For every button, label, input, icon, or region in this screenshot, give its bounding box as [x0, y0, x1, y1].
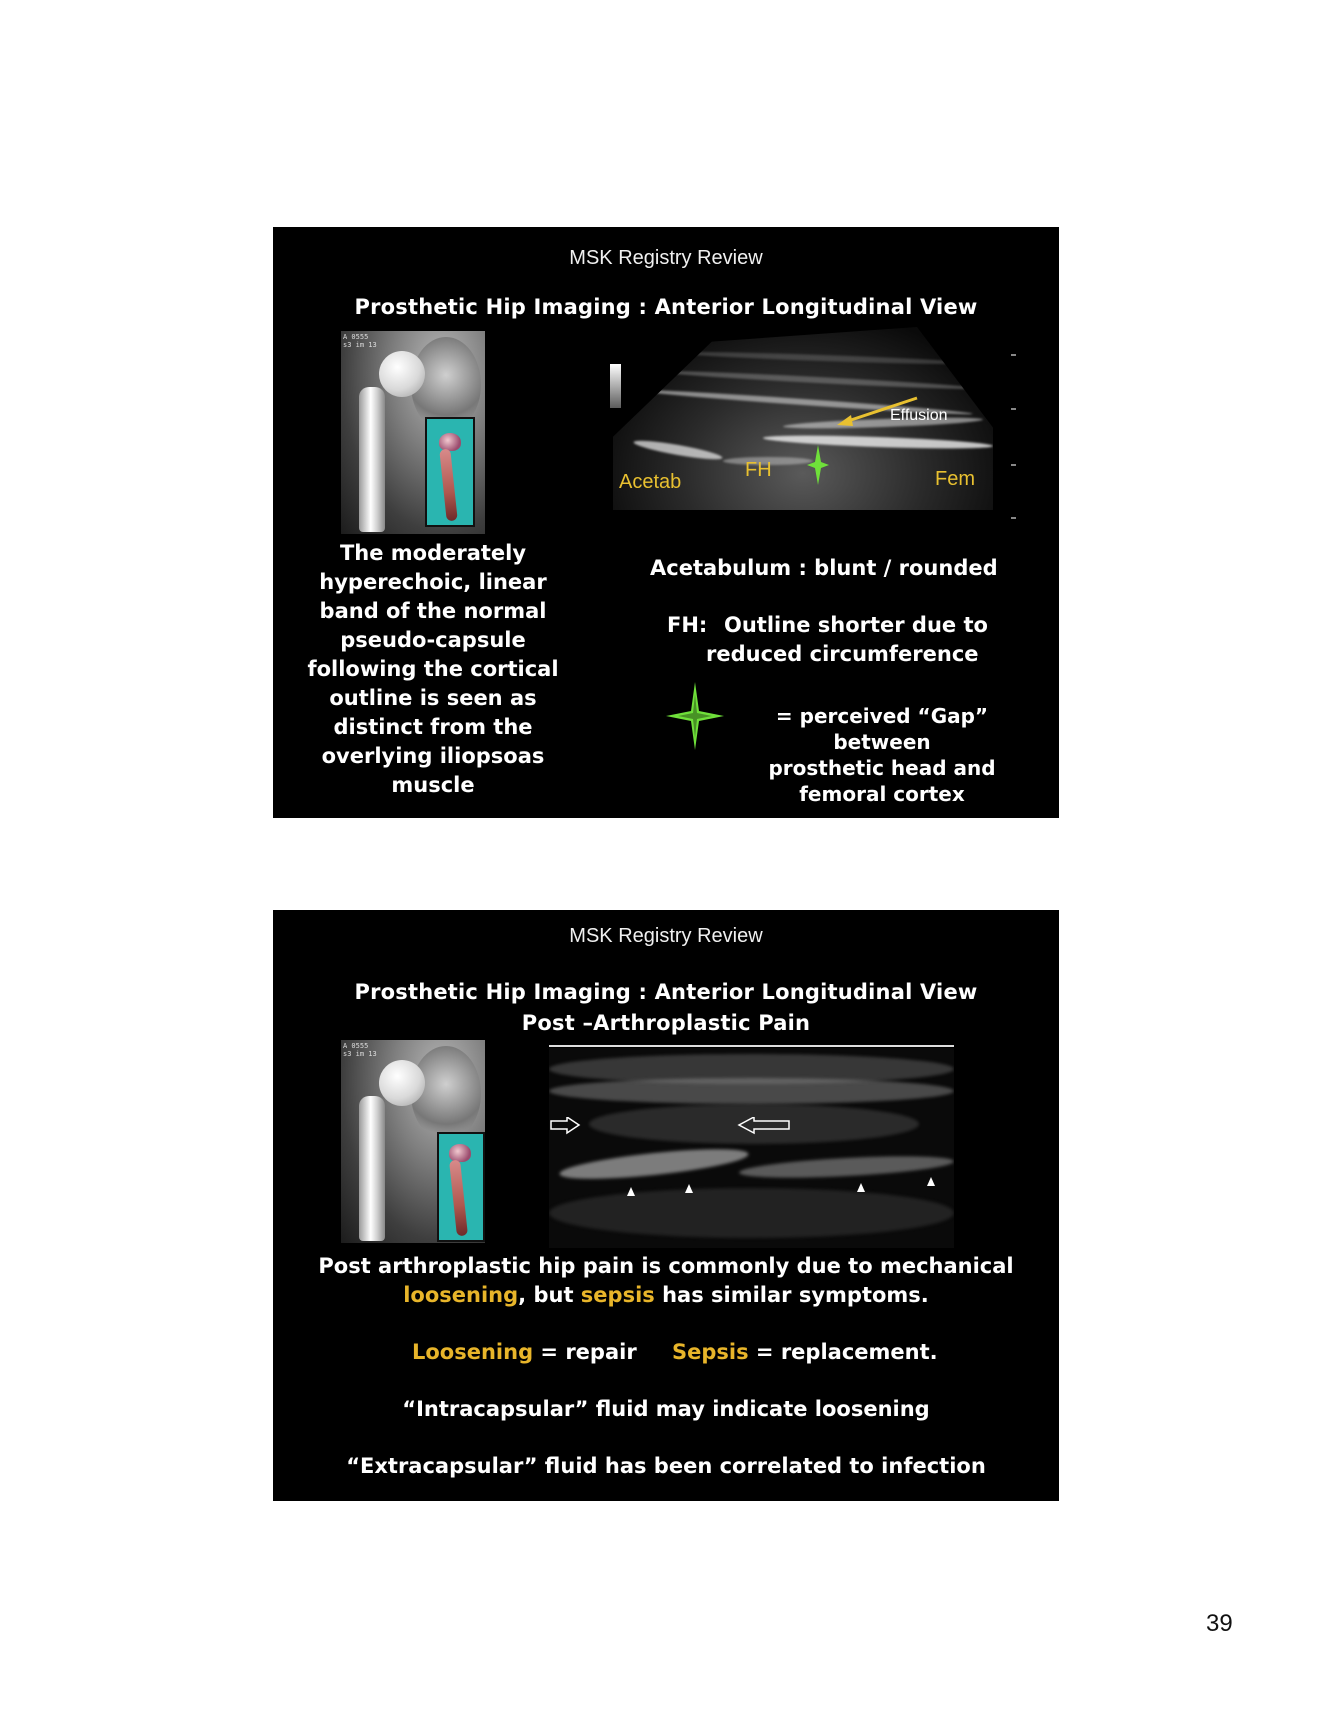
slide-title: Prosthetic Hip Imaging : Anterior Longitudinal View	[354, 980, 978, 1004]
fem-label: Fem	[935, 468, 975, 490]
prosthesis-inset-image	[425, 417, 475, 527]
xray-image: A 0555 s3 im 13	[341, 1040, 485, 1243]
slide-header: MSK Registry Review	[569, 247, 763, 269]
effusion-label: Effusion	[890, 407, 948, 424]
slide-title: Prosthetic Hip Imaging : Anterior Longitudinal View	[354, 295, 978, 319]
slide-1	[273, 227, 1059, 818]
gap-definition: = perceived “Gap” between prosthetic head and femoral cortex	[768, 704, 996, 806]
slide-2	[273, 910, 1059, 1501]
fh-note-label: FH:	[667, 613, 708, 637]
fh-note-line1: Outline shorter due to	[724, 613, 988, 637]
intracapsular-note: “Intracapsular” fluid may indicate loosening	[402, 1397, 930, 1421]
cortex-arrowhead-icon	[857, 1183, 865, 1192]
fh-note-line2: reduced circumference	[706, 642, 979, 666]
capsule-arrow-icon	[739, 1117, 789, 1133]
slide-header: MSK Registry Review	[569, 925, 763, 947]
sepsis-treatment: Sepsis = replacement.	[672, 1340, 938, 1364]
grayscale-bar	[610, 364, 621, 408]
extracapsular-note: “Extracapsular” fluid has been correlated to infection	[346, 1454, 986, 1478]
capsule-arrow-icon	[551, 1117, 579, 1133]
page-number: 39	[1206, 1610, 1233, 1637]
gap-marker-icon	[807, 445, 829, 485]
cortex-arrowhead-icon	[627, 1187, 635, 1196]
slide-subtitle: Post –Arthroplastic Pain	[521, 1011, 811, 1035]
pain-cause-text: Post arthroplastic hip pain is commonly due to mechanical loosening, but sepsis has similar symptoms.	[318, 1254, 1014, 1307]
prosthesis-inset-image	[437, 1132, 485, 1242]
acetab-label: Acetab	[619, 471, 682, 493]
fh-label: FH	[745, 459, 772, 481]
cortex-arrowhead-icon	[927, 1177, 935, 1186]
pseudo-capsule-description: The moderately hyperechoic, linear band of the normal pseudo-capsule following the cortical outline is seen as distinct from the overlying iliopsoas muscle	[307, 541, 559, 797]
image-border-line	[549, 1045, 954, 1047]
cortex-arrowhead-icon	[685, 1184, 693, 1193]
xray-image: A 0555 s3 im 13	[341, 331, 485, 534]
loosening-treatment: Loosening = repair	[412, 1340, 637, 1364]
acetabulum-note: Acetabulum : blunt / rounded	[650, 556, 998, 580]
gap-legend-icon	[666, 682, 724, 750]
ultrasound-markers	[549, 1117, 954, 1207]
